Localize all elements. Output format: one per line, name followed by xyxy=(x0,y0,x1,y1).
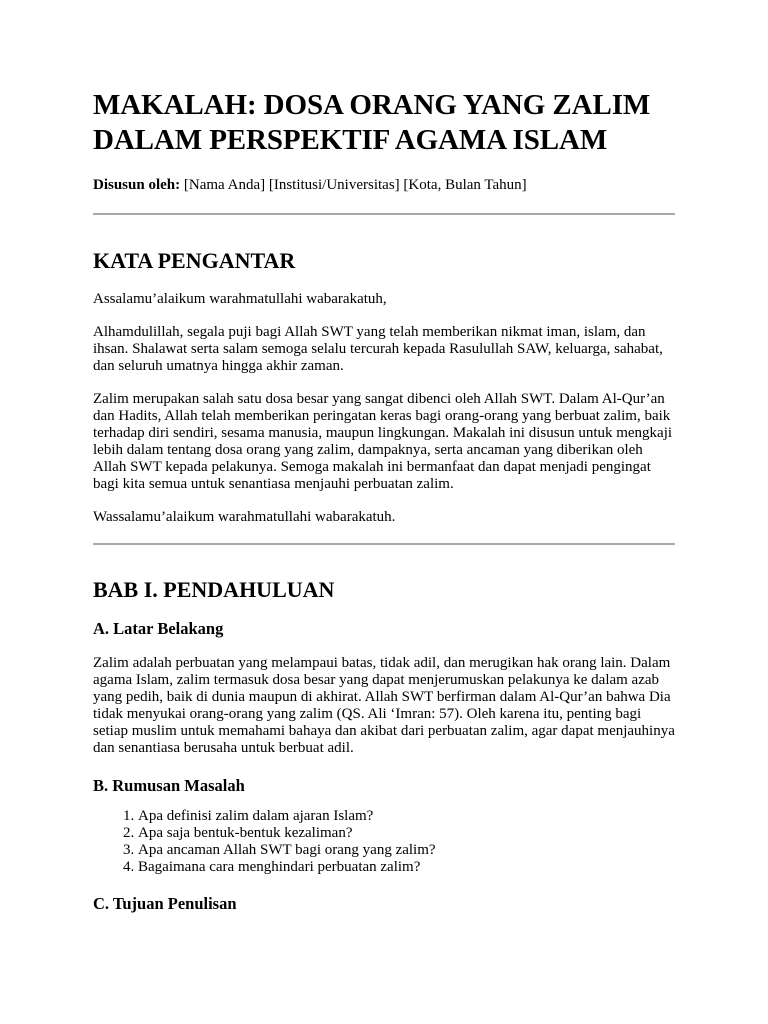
list-item: 2. Apa saja bentuk-bentuk kezaliman? xyxy=(138,825,675,842)
list-item: 4. Bagaimana cara menghindari perbuatan zalim? xyxy=(138,859,675,876)
section-divider xyxy=(93,543,675,545)
subheading-tujuan-penulisan: C. Tujuan Penulisan xyxy=(93,894,237,913)
section-heading-kata-pengantar: KATA PENGANTAR xyxy=(93,248,296,273)
list-item: 3. Apa ancaman Allah SWT bagi orang yang zalim? xyxy=(138,842,675,859)
section-divider xyxy=(93,213,675,215)
author-value: [Nama Anda] [Institusi/Universitas] [Kota, Bulan Tahun] xyxy=(180,177,527,193)
subheading-latar-belakang: A. Latar Belakang xyxy=(93,619,224,638)
document-title: MAKALAH: DOSA ORANG YANG ZALIM DALAM PERSPEKTIF AGAMA ISLAM xyxy=(93,89,651,156)
list-item: 1. Apa definisi zalim dalam ajaran Islam? xyxy=(138,808,675,825)
greeting-paragraph: Assalamu’alaikum warahmatullahi wabarakatuh, xyxy=(93,291,387,307)
intro-paragraph: Alhamdulillah, segala puji bagi Allah SWT yang telah memberikan nikmat iman, islam, dan ihsan. Shalawat serta salam semoga selalu tercurah kepada Rasulullah SAW, keluarga, sahabat, dan seluruh umatnya hingga akhir zaman. xyxy=(93,324,663,374)
document-page xyxy=(93,88,675,914)
section-heading-bab-1: BAB I. PENDAHULUAN xyxy=(93,577,335,602)
closing-paragraph: Wassalamu’alaikum warahmatullahi wabarakatuh. xyxy=(93,509,396,525)
author-line xyxy=(93,176,675,194)
rumusan-masalah-list xyxy=(93,808,675,876)
author-label: Disusun oleh: xyxy=(93,177,181,193)
subheading-rumusan-masalah: B. Rumusan Masalah xyxy=(93,776,245,795)
purpose-paragraph: Zalim merupakan salah satu dosa besar yang sangat dibenci oleh Allah SWT. Dalam Al-Qur’an dan Hadits, Allah telah memberikan peringatan keras bagi orang-orang yang berbuat zalim, baik terhadap diri sendiri, sesama manusia, maupun lingkungan. Makalah ini disusun untuk mengkaji lebih dalam tentang dosa orang yang zalim, dampaknya, serta ancaman yang diberikan oleh Allah SWT kepada pelakunya. Semoga makalah ini bermanfaat dan dapat menjadi pengingat bagi kita semua untuk senantiasa menjauhi perbuatan zalim. xyxy=(93,391,673,492)
latar-belakang-paragraph: Zalim adalah perbuatan yang melampaui batas, tidak adil, dan merugikan hak orang lain. Dalam agama Islam, zalim termasuk dosa besar yang dapat menjerumuskan pelakunya ke dalam azab yang pedih, baik di dunia maupun di akhirat. Allah SWT berfirman dalam Al-Qur’an bahwa Dia tidak menyukai orang-orang yang zalim (QS. Ali ‘Imran: 57). Oleh karena itu, penting bagi setiap muslim untuk memahami bahaya dan akibat dari perbuatan zalim, agar dapat menjauhinya dan senantiasa berusaha untuk berbuat adil. xyxy=(93,655,675,756)
